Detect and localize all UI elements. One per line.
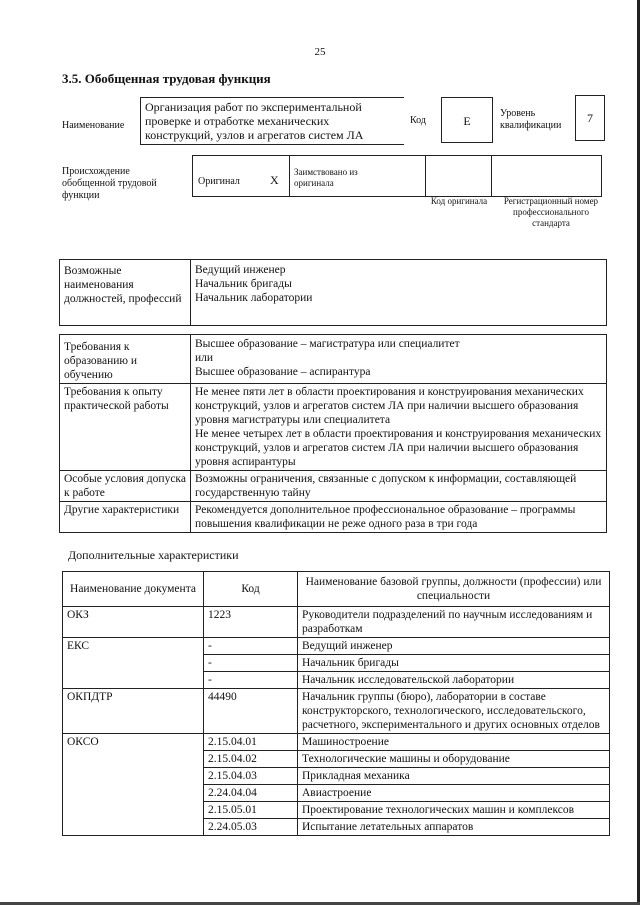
name-cell: Начальник бригады [298, 655, 610, 672]
req-line: Возможны ограничения, связанные с допуском к информации, составляющей государственную тайну [195, 473, 577, 499]
section-title: 3.5. Обобщенная трудовая функция [62, 71, 271, 86]
name-cell: Технологические машины и оборудование [298, 751, 610, 768]
positions-label: Возможные наименования должностей, профессий [60, 260, 191, 326]
code-cell: 2.24.05.03 [204, 819, 298, 836]
name-cell: Начальник группы (бюро), лаборатории в составе конструкторского, технологического, исследовательского, расчетного, экспериментального и других основных отделов [298, 689, 610, 734]
col-doc-header: Наименование документа [63, 572, 204, 607]
table-row [63, 638, 610, 655]
code-cell: 2.15.04.03 [204, 768, 298, 785]
doc-okso: ОКСО [63, 734, 204, 836]
req-label-special: Особые условия допуска к работе [60, 471, 191, 502]
name-cell: Ведущий инженер [298, 638, 610, 655]
origin-borrowed-label: Заимствовано из оригинала [294, 167, 358, 188]
doc-okz: ОКЗ [63, 607, 204, 638]
additional-table [62, 571, 610, 836]
code-label: Код [410, 115, 426, 126]
name-cell: Машиностроение [298, 734, 610, 751]
doc-eks: ЕКС [63, 638, 204, 689]
req-label-other: Другие характеристики [60, 502, 191, 533]
code-cell: 2.24.04.04 [204, 785, 298, 802]
code-cell: 44490 [204, 689, 298, 734]
col-name-header: Наименование базовой группы, должности (профессии) или специальности [298, 572, 610, 607]
code-original-caption: Код оригинала [430, 196, 488, 206]
req-line: Рекомендуется дополнительное профессиональное образование – программы повышения квалификации не реже одного раза в три года [195, 504, 576, 530]
req-label-education: Требования к образованию и обучению [60, 335, 191, 384]
req-experience-values [191, 384, 607, 471]
name-cell: Проектирование технологических машин и комплексов [298, 802, 610, 819]
req-education-values [191, 335, 607, 384]
req-line: Высшее образование – магистратура или специалитет [195, 338, 460, 350]
table-row [63, 734, 610, 751]
positions-table [59, 259, 607, 326]
code-value: E [441, 97, 493, 143]
position-line: Начальник лаборатории [195, 292, 313, 304]
requirements-table [59, 334, 607, 533]
req-line: Высшее образование – аспирантура [195, 366, 371, 378]
code-cell: - [204, 638, 298, 655]
req-line: Не менее четырех лет в области проектирования и конструирования механических конструкций, узлов и агрегатов систем ЛА при наличии высшего образования уровня аспирантуры [195, 428, 602, 468]
name-cell: Начальник исследовательской лаборатории [298, 672, 610, 689]
page-number: 25 [314, 46, 326, 58]
code-cell: 2.15.05.01 [204, 802, 298, 819]
name-cell: Испытание летательных аппаратов [298, 819, 610, 836]
name-cell: Руководители подразделений по научным исследованиям и разработкам [298, 607, 610, 638]
additional-title: Дополнительные характеристики [68, 548, 239, 562]
origin-original-label: Оригинал [198, 176, 240, 187]
req-special-values [191, 471, 607, 502]
name-value: Организация работ по экспериментальной проверке и отработке механических конструкций, узлов и агрегатов систем ЛА [140, 97, 404, 145]
req-line: или [195, 352, 214, 364]
position-line: Начальник бригады [195, 278, 292, 290]
origin-box [192, 155, 602, 197]
code-cell: - [204, 672, 298, 689]
name-cell: Авиастроение [298, 785, 610, 802]
table-row [63, 689, 610, 734]
req-label-experience: Требования к опыту практической работы [60, 384, 191, 471]
level-label: Уровень квалификации [500, 108, 562, 131]
origin-label: Происхождение обобщенной трудовой функции [62, 166, 157, 201]
positions-values [191, 260, 607, 326]
name-label: Наименование [62, 120, 125, 131]
req-line: Не менее пяти лет в области проектирования и конструирования механических конструкций, узлов и агрегатов систем ЛА при наличии высшего образования уровня магистратуры или специалитета [195, 386, 584, 426]
col-code-header: Код [204, 572, 298, 607]
table-row [63, 607, 610, 638]
req-other-values [191, 502, 607, 533]
code-cell: 1223 [204, 607, 298, 638]
origin-original-mark: X [270, 173, 279, 187]
code-cell: - [204, 655, 298, 672]
code-cell: 2.15.04.01 [204, 734, 298, 751]
reg-number-caption: Регистрационный номер профессионального стандарта [503, 196, 599, 228]
name-cell: Прикладная механика [298, 768, 610, 785]
code-cell: 2.15.04.02 [204, 751, 298, 768]
position-line: Ведущий инженер [195, 264, 286, 276]
doc-okpdtr: ОКПДТР [63, 689, 204, 734]
level-value: 7 [575, 95, 605, 141]
